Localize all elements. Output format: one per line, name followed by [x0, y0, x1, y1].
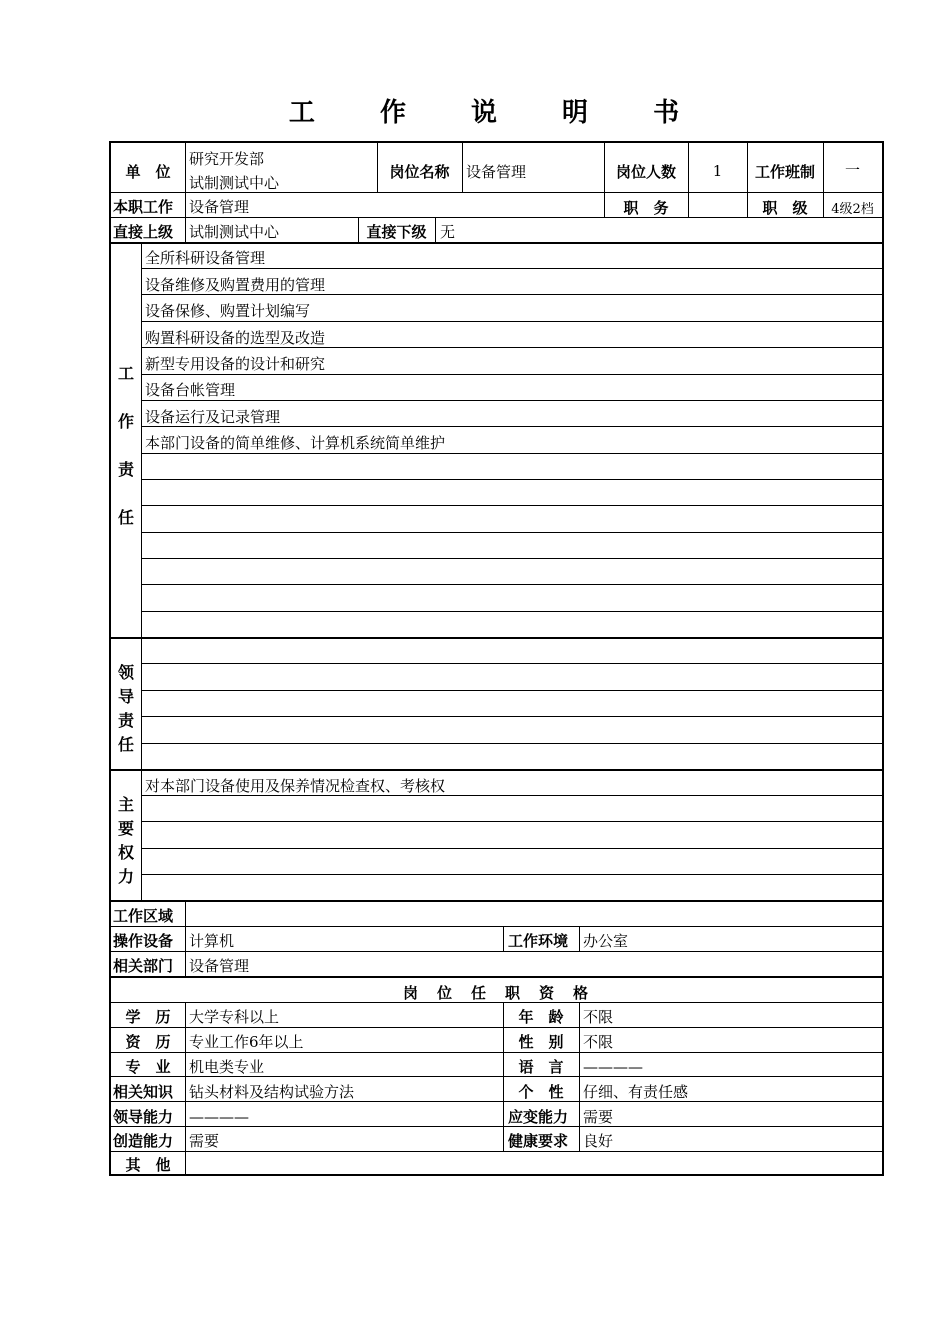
adaptability-value: 需要 — [583, 1108, 614, 1126]
personality-value: 仔细、有责任感 — [583, 1083, 689, 1101]
responsibility-item: 设备运行及记录管理 — [145, 408, 281, 426]
equipment-value: 计算机 — [189, 932, 235, 950]
responsibility-item: 本部门设备的简单维修、计算机系统简单维护 — [145, 434, 446, 452]
knowledge-value: 钻头材料及结构试验方法 — [189, 1083, 355, 1101]
headcount-value: 1 — [712, 162, 723, 180]
job-value: 设备管理 — [189, 198, 250, 216]
knowledge-label: 相关知识 — [113, 1083, 174, 1101]
adaptability-label: 应变能力 — [508, 1108, 569, 1126]
rank-label: 职 级 — [762, 199, 808, 217]
creativity-label: 创造能力 — [113, 1132, 174, 1150]
qualifications-title: 岗 位 任 职 资 格 — [402, 984, 590, 1002]
experience-label: 资 历 — [125, 1033, 171, 1051]
shift-label: 工作班制 — [754, 163, 815, 181]
department-value: 设备管理 — [189, 957, 250, 975]
responsibility-item: 设备台帐管理 — [145, 381, 236, 399]
unit-label: 单 位 — [125, 163, 171, 181]
superior-label: 直接上级 — [113, 223, 174, 241]
authority-item: 对本部门设备使用及保养情况检查权、考核权 — [145, 777, 446, 795]
creativity-value: 需要 — [189, 1132, 220, 1150]
unit-value-line2: 试制测试中心 — [189, 174, 280, 192]
experience-value: 专业工作6年以上 — [189, 1033, 304, 1051]
major-value: 机电类专业 — [189, 1058, 265, 1076]
education-value: 大学专科以上 — [189, 1008, 280, 1026]
language-label: 语 言 — [518, 1058, 564, 1076]
personality-label: 个 性 — [518, 1083, 564, 1101]
age-value: 不限 — [583, 1008, 614, 1026]
age-label: 年 龄 — [518, 1008, 564, 1026]
subordinate-label: 直接下级 — [366, 223, 427, 241]
responsibility-item: 设备维修及购置费用的管理 — [145, 276, 326, 294]
job-description-form — [109, 141, 884, 1176]
subordinate-value: 无 — [440, 223, 456, 241]
responsibilities-label: 工 作 责 任 — [117, 364, 134, 527]
job-label: 本职工作 — [113, 198, 174, 216]
department-label: 相关部门 — [113, 957, 174, 975]
environment-value: 办公室 — [583, 932, 629, 950]
authority-label: 主 要 权 力 — [117, 795, 134, 886]
leadership-ability-label: 领导能力 — [113, 1108, 174, 1126]
responsibility-item: 设备保修、购置计划编写 — [145, 302, 311, 320]
major-label: 专 业 — [125, 1058, 171, 1076]
responsibility-item: 购置科研设备的选型及改造 — [145, 329, 326, 347]
headcount-label: 岗位人数 — [615, 163, 676, 181]
leadership-ability-value: ———— — [189, 1108, 249, 1126]
rank-value: 4级2档 — [831, 202, 874, 217]
responsibility-item: 全所科研设备管理 — [145, 249, 266, 267]
health-value: 良好 — [583, 1132, 614, 1150]
equipment-label: 操作设备 — [113, 932, 174, 950]
language-value: ———— — [583, 1058, 643, 1076]
duty-label: 职 务 — [623, 199, 669, 217]
area-label: 工作区域 — [113, 907, 174, 925]
other-label: 其 他 — [125, 1156, 171, 1174]
unit-value-line1: 研究开发部 — [189, 150, 265, 168]
page-title: 工 作 说 明 书 — [288, 98, 708, 128]
position-value: 设备管理 — [466, 163, 527, 181]
responsibility-item: 新型专用设备的设计和研究 — [145, 355, 326, 373]
position-label: 岗位名称 — [389, 163, 450, 181]
leadership-label: 领 导 责 任 — [117, 663, 134, 754]
gender-label: 性 别 — [518, 1033, 564, 1051]
health-label: 健康要求 — [508, 1132, 569, 1150]
shift-value: 一 — [844, 161, 860, 179]
education-label: 学 历 — [125, 1008, 171, 1026]
gender-value: 不限 — [583, 1033, 614, 1051]
superior-value: 试制测试中心 — [189, 223, 280, 241]
environment-label: 工作环境 — [508, 932, 569, 950]
